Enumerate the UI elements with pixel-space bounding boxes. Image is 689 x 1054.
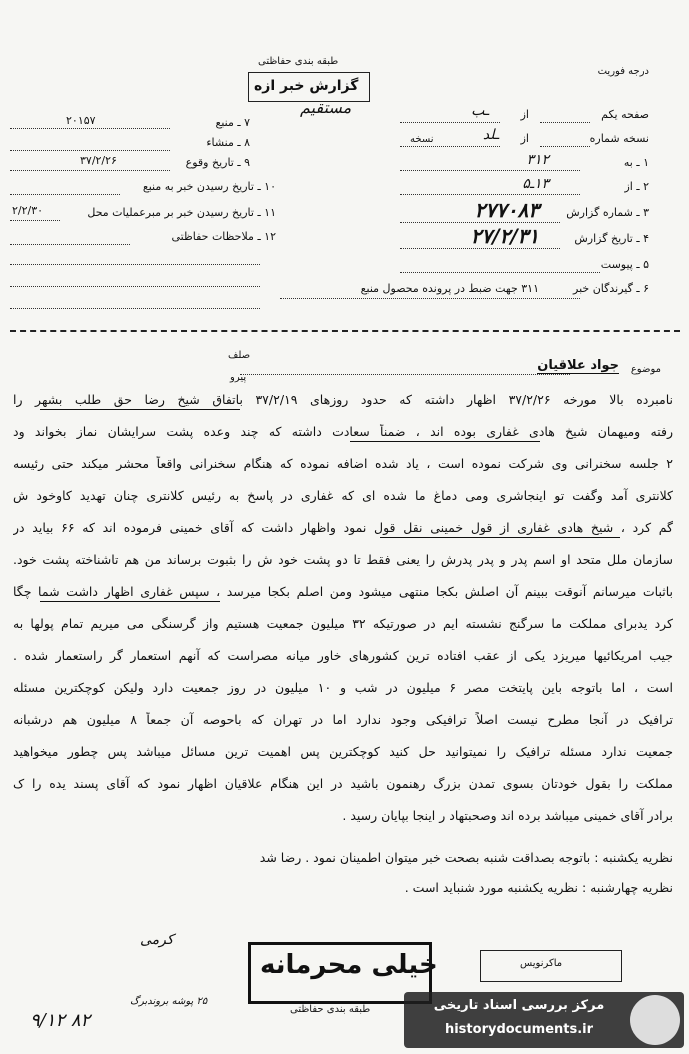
body-line: ترافیک در آنجا مطرح نیست اصلاً ترافیکی وجود ندارد اما در تهران که باحوصه آن جمعاً ۸ میلیون هم درشبانه bbox=[13, 712, 673, 727]
left-field-label: ۱۱ ـ تاریخ رسیدن خبر بر مبرعملیات محل bbox=[87, 206, 276, 219]
small-stamp: ماکرنویس bbox=[520, 958, 563, 969]
signature-2: ۲۵ پوشه بروندبرگ bbox=[130, 996, 208, 1007]
body-line: گم کرد ، شیخ هادی غفاری از قول خمینی نقل قول نمود واظهار داشت که آقای خمینی فرموده اند که ۶۶ بیاید در bbox=[13, 520, 673, 535]
left-field-label: ۱۲ ـ ملاحظات حفاظتی bbox=[171, 230, 276, 243]
handwritten-number: ۸۲ ۹/۱۲ bbox=[30, 1010, 91, 1031]
subject-label: موضوع bbox=[630, 364, 661, 375]
body-line: باثبات میرسانم آنوقت ببینم آن اصلش بکجا منتهی میشود ومن اصلم بکجا میرسد ، سپس غفاری اظهار داشت شما چگا bbox=[13, 584, 673, 599]
body-line: سازمان ملل متحد او اسم پدر و پدر پدرش را یعنی فقط تا دو پشت خود ش را بثبوت برساند من هم تاشناخته پشت خود. bbox=[13, 552, 673, 567]
right-field-value: ۱۳ـ۵ bbox=[522, 176, 549, 192]
left-field-value: ۲/۲/۳۰ bbox=[12, 204, 44, 217]
signature-1: کرمی bbox=[140, 932, 174, 948]
big-stamp: خیلی محرمانه bbox=[260, 950, 438, 980]
stamp-handwriting: مستقیم bbox=[300, 98, 352, 117]
right-field-value: ۲۷۷۰۸۳ bbox=[474, 198, 539, 222]
body-line: کرد یدبرای مملکت ما سرگنج نشسته ایم در صورتیکه ۳۲ میلیون جمعیت هستیم واز گرسنگی می میریم تمام پولها به bbox=[13, 616, 673, 631]
right-field-value: ۲۷/۲/۳۱ bbox=[470, 224, 539, 248]
left-field-label: ۸ ـ منشاء bbox=[206, 136, 250, 149]
body-line: است ، اما باتوجه باین پایتخت مصر ۶ میلیون در شب و ۱۰ میلیون در روز جمعیت دارد ولیکن کوچکترین مسئله bbox=[13, 680, 673, 695]
body-line: ۲ جلسه سخنرانی وی شرکت نموده است ، یاد شده اضافه نموده که هنگام سخنرانی واقعاً محشر میکند حتی رئیسه bbox=[13, 456, 673, 471]
right-field-value: ـب bbox=[471, 103, 489, 119]
right-field-value: ۳۱۱ جهت ضبط در پرونده محصول منبع bbox=[360, 282, 539, 295]
left-field-label: ۱۰ ـ تاریخ رسیدن خبر به منبع bbox=[142, 180, 276, 193]
margin-note-2: پیرو bbox=[230, 372, 247, 383]
body-line: جیب امریکائیها میریزد یکی از عقب افتاده ترین کشورهای خاور میانه مصراست که آنهم استعمار گر راستعمار شده . bbox=[13, 648, 673, 663]
right-field-mid: از bbox=[520, 132, 529, 145]
opinion-sunday: نظریه یکشنبه : باتوجه بصداقت شنبه بصحت خبر میتوان اطمینان نمود . رضا شد bbox=[259, 850, 673, 865]
right-field-label: ۴ ـ تاریخ گزارش bbox=[574, 232, 649, 245]
opinion-wednesday: نظریه چهارشنبه : نظریه یکشنبه مورد شنباید است . bbox=[404, 880, 673, 895]
body-line: جمعیت ندارد مسئله ترافیک را نمیتوانید حل کنید کوچکترین پس اهمیت ترین مسائل میباشد پس چطور میخواهید bbox=[13, 744, 673, 759]
report-title: گزارش خبر ازه bbox=[254, 78, 359, 94]
body-line-last: برادر آقای خمینی میباشد برده اند وصحبتهاد ر اینجا بپایان رسید . bbox=[342, 808, 673, 823]
body-line: مملکت را بقول خودتان بسوی تمدن بزرگ رهنمون باشید در این هنگام علاقیان اظهار نمود که آقای پسند یده را ک bbox=[13, 776, 673, 791]
document-page: درجه فوریت طبقه بندی حفاظتی گزارش خبر ازه مستقیم صفحه یکم از ـب نسخه شماره از ـلد نسخه ۱ ـ به ۳۱۲ ۲ ـ از ۱۳ـ۵ ۳ ـ شماره گزارش ۲۷۷۰۸۳ ۴ ـ تاریخ گزارش ۲۷/۲/۳۱ ۵ ـ پیوست ۶ ـ گیرندگان خبر ۳۱۱ جهت ضبط در پرونده محصول منبع ۷ ـ منبع ۲۰۱۵۷ ۸ ـ منشاء ۹ ـ تاریخ وقوع ۳۷/۲/۲۶ ۱۰ ـ تاریخ رسیدن خبر به منبع ۱۱ ـ تاریخ رسیدن خبر بر مبرعملیات محل ۲/۲/۳۰ ۱۲ ـ ملاحظات حفاظتی صلف پیرو موضوع جواد علاقیان نامبرده بالا مورخه ۳۷/۲/۲۶ اظهار داشته که حدود روزهای ۳۷/۲/۱۹ باتفاق شیخ رضا حق طلب بشهر را رفته ومیهمان شیخ هادی غفاری بوده اند ، ضمناً سعادت داشته که چند وعده پشت سرایشان نماز بخواند ود ۲ جلسه سخنرانی وی شرکت نموده است ، یاد شده اضافه نموده که هنگام سخنرانی واقعاً محشر میکند حتی رئیسه کلانتری آمد وگفت تو اینجاشری ومی دماغ ما شده ای که غفاری در پاسخ به رئیس کلانتری چنان تهدید کاوخود ش گم کرد ، شیخ هادی غفاری از قول خمینی نقل قول نمود واظهار داشت که آقای خمینی فرموده اند که ۶۶ بیاید در سازمان ملل متحد او اسم پدر و پدر پدرش را یعنی فقط تا دو پشت خود ش را بثبوت برساند من هم تاشناخته پشت خود. باثبات میرسانم آنوقت ببینم آن اصلش بکجا منتهی میشود ومن اصلم بکجا میرسد ، سپس غفاری اظهار داشت شما چگا کرد یدبرای مملکت ما سرگنج نشسته ایم در صورتیکه ۳۲ میلیون جمعیت هستیم واز گرسنگی می میریم تمام پولها به جیب امریکائیها میریزد یکی از عقب افتاده ترین کشورهای خاور میانه مصراست که آنهم استعمار گر راستعمار شده . است ، اما باتوجه باین پایتخت مصر ۶ میلیون در شب و ۱۰ میلیون در روز جمعیت دارد ولیکن کوچکترین مسئله ترافیک در آنجا مطرح نیست اصلاً ترافیکی وجود ندارد اما در تهران که باحوصه آن جمعاً ۸ میلیون هم درشبانه جمعیت ندارد مسئله ترافیک را نمیتوانید حل کنید کوچکترین پس اهمیت ترین مسائل میباشد پس چطور میخواهید مملکت را بقول خودتان بسوی تمدن بزرگ رهنمون باشید در این هنگام علاقیان اظهار نمود که آقای پسند یده را ک برادر آقای خمینی میباشد برده اند وصحبتهاد ر اینجا بپایان رسید . نظریه یکشنبه : باتوجه بصداقت شنبه بصحت خبر میتوان اطمینان نمود . رضا شد نظریه چهارشنبه : نظریه یکشنبه مورد شنباید است . کرمی ۲۵ پوشه بروندبرگ ۸۲ ۹/۱۲ خیلی محرمانه طبقه بندی حفاظتی ماکرنویس مرکز بررسی اسناد تاریخی historydocuments.ir bbox=[0, 0, 689, 1054]
left-field-label: ۷ ـ منبع bbox=[215, 116, 250, 129]
archive-logo-icon bbox=[630, 995, 680, 1045]
right-field-label: نسخه شماره bbox=[589, 132, 649, 145]
body-line: نامبرده بالا مورخه ۳۷/۲/۲۶ اظهار داشته که حدود روزهای ۳۷/۲/۱۹ باتفاق شیخ رضا حق طلب بشهر را bbox=[13, 392, 673, 407]
right-field-label: ۳ ـ شماره گزارش bbox=[566, 206, 649, 219]
left-field-value: ۲۰۱۵۷ bbox=[66, 114, 96, 127]
body-line: رفته ومیهمان شیخ هادی غفاری بوده اند ، ضمناً سعادت داشته که چند وعده پشت سرایشان نماز بخواند ود bbox=[13, 424, 673, 439]
subject-value: جواد علاقیان bbox=[537, 358, 619, 373]
watermark-title: مرکز بررسی اسناد تاریخی bbox=[433, 998, 605, 1013]
right-field-mid: از bbox=[520, 108, 529, 121]
right-field-label: ۵ ـ پیوست bbox=[600, 258, 649, 271]
body-line: کلانتری آمد وگفت تو اینجاشری ومی دماغ ما شده ای که غفاری در پاسخ به رئیس کلانتری چنان تهدید کاوخود ش bbox=[13, 488, 673, 503]
margin-note-1: صلف bbox=[228, 350, 251, 361]
right-field-label: صفحه یکم bbox=[601, 108, 649, 121]
right-field-label: ۱ ـ به bbox=[623, 156, 649, 169]
right-field-label: ۲ ـ از bbox=[624, 180, 649, 193]
watermark-url: historydocuments.ir bbox=[444, 1022, 594, 1037]
classification-bottom: طبقه بندی حفاظتی bbox=[290, 1004, 371, 1015]
right-field-value: ـلد bbox=[482, 127, 499, 143]
left-field-label: ۹ ـ تاریخ وقوع bbox=[185, 156, 250, 169]
right-field-value: ۳۱۲ bbox=[526, 152, 549, 168]
urgency-label: درجه فوریت bbox=[597, 66, 649, 77]
left-field-value: ۳۷/۲/۲۶ bbox=[80, 154, 117, 167]
right-field-label: ۶ ـ گیرندگان خبر bbox=[573, 282, 649, 295]
classification-top: طبقه بندی حفاظتی bbox=[258, 56, 339, 67]
